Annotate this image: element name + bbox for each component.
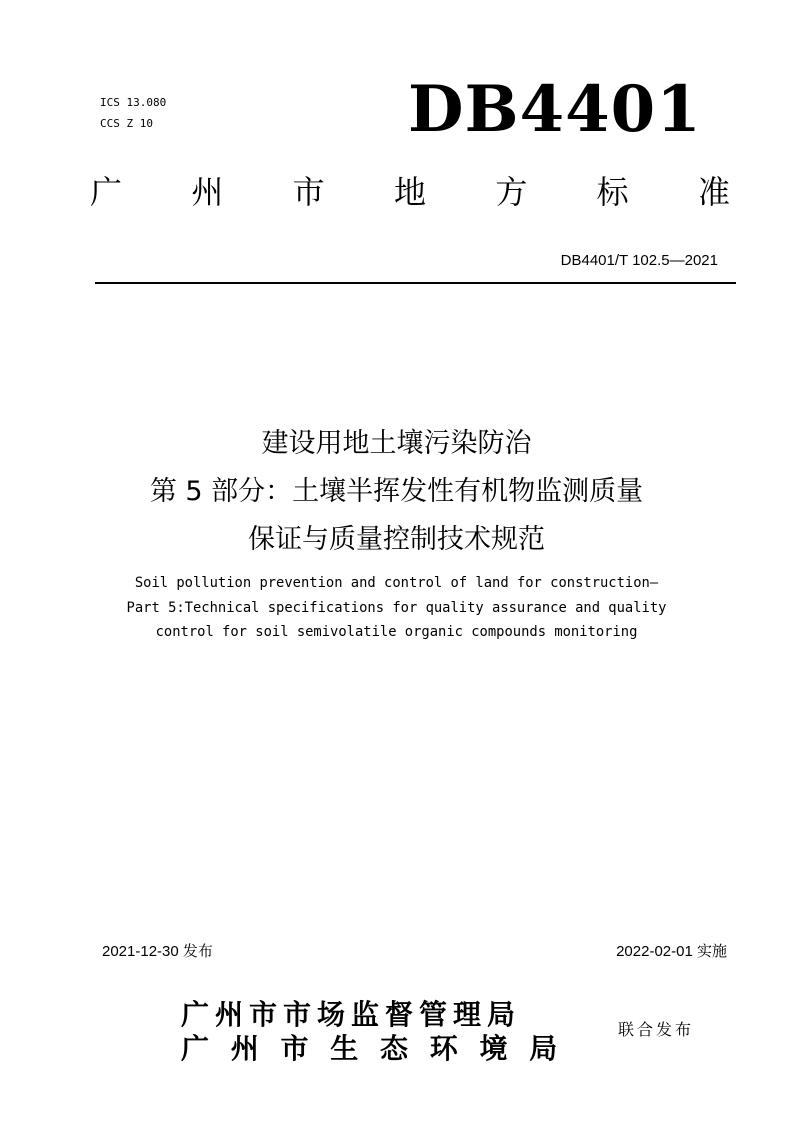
english-title-line: control for soil semivolatile organic compounds monitoring — [155, 624, 638, 640]
ics-code: ICS 13.080 — [100, 96, 167, 109]
issue-date: 2021-12-30 发布 — [102, 943, 213, 960]
header-divider — [95, 282, 736, 284]
heading-char: 方 — [495, 173, 528, 211]
english-title — [0, 571, 793, 645]
issuer-ecology-environment: 广 州 市 生 态 环 境 局 — [181, 1032, 564, 1065]
joint-issue-label: 联合发布 — [618, 1020, 695, 1039]
implement-date: 2022-02-01 实施 — [616, 943, 727, 960]
db-code: DB4401 — [408, 72, 702, 147]
heading-char: 州 — [191, 173, 224, 211]
classification-codes — [100, 92, 166, 134]
heading-char: 广 — [90, 173, 123, 211]
chinese-title-line: 建设用地土壤污染防治 — [261, 428, 532, 459]
heading-char: 标 — [596, 173, 629, 211]
ccs-code: CCS Z 10 — [100, 117, 153, 130]
issuing-authorities — [181, 998, 563, 1066]
english-title-line: Part 5:Technical specifications for quality assurance and quality — [126, 599, 667, 616]
issuer-market-regulation: 广州市市场监督管理局 — [181, 998, 522, 1031]
chinese-title-line: 第 5 部分：土壤半挥发性有机物监测质量 — [149, 476, 644, 507]
heading-char: 准 — [697, 173, 730, 211]
chinese-title-line: 保证与质量控制技术规范 — [248, 524, 545, 555]
standard-number: DB4401/T 102.5—2021 — [560, 252, 718, 269]
english-title-line: Soil pollution prevention and control of land for construction— — [134, 575, 659, 591]
heading-char: 市 — [292, 173, 325, 211]
local-standard-heading — [90, 170, 730, 214]
chinese-title — [0, 420, 793, 564]
heading-char: 地 — [393, 173, 426, 211]
